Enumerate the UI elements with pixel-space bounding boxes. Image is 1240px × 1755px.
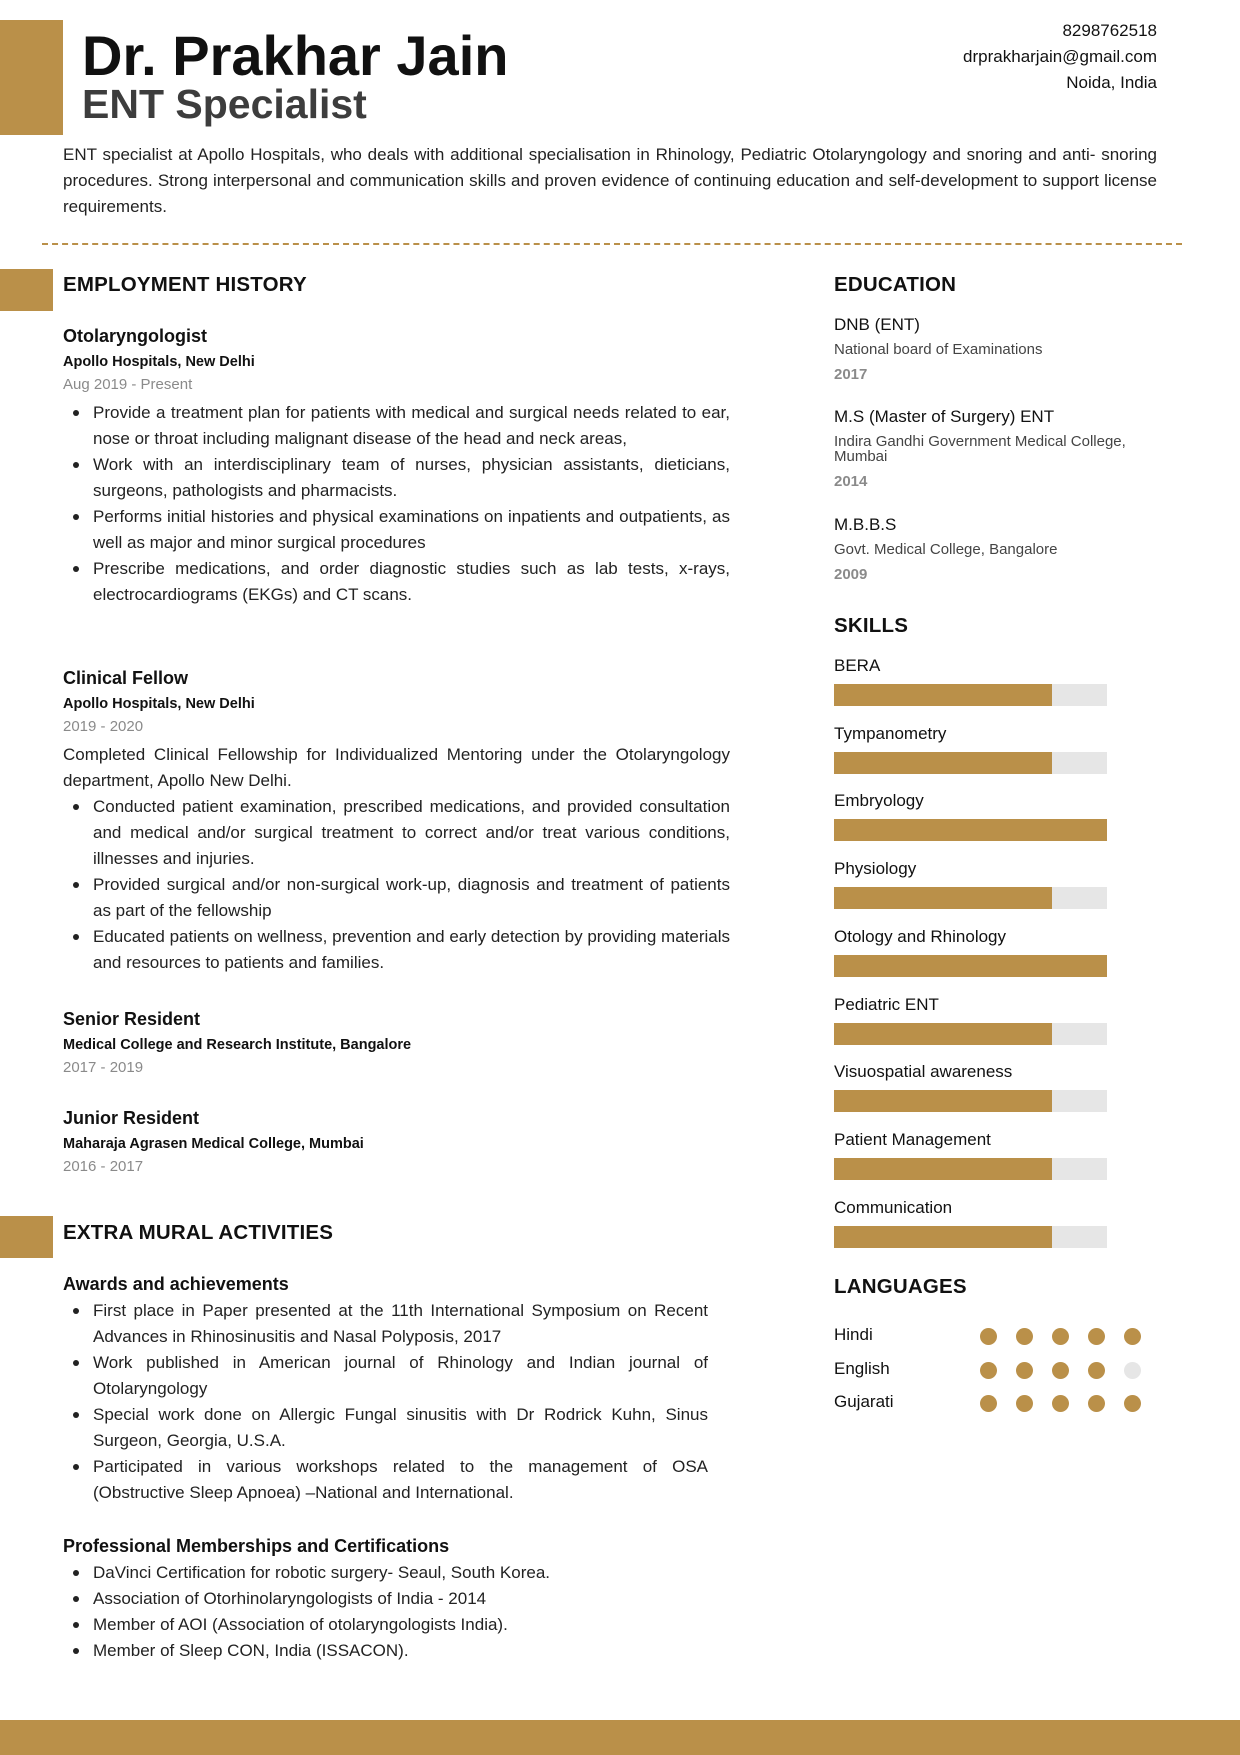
education-entry bbox=[834, 514, 1164, 585]
skill-name: Otology and Rhinology bbox=[834, 927, 1007, 946]
skill-name: Patient Management bbox=[834, 1130, 991, 1149]
list-item: Association of Otorhinolaryngologists of India - 2014 bbox=[63, 1586, 708, 1612]
job-dates: 2017 - 2019 bbox=[63, 1059, 144, 1076]
language-dot-filled bbox=[1016, 1362, 1033, 1379]
skill-bar-fill bbox=[834, 684, 1052, 706]
degree: DNB (ENT) bbox=[834, 315, 920, 334]
institution: National board of Examinations bbox=[834, 341, 1043, 358]
skill-name: Pediatric ENT bbox=[834, 995, 939, 1014]
job-entry bbox=[63, 1106, 730, 1178]
extra-heading: EXTRA MURAL ACTIVITIES bbox=[63, 1221, 334, 1244]
header-accent-block bbox=[0, 20, 63, 135]
skill-row bbox=[834, 1129, 1108, 1151]
skill-bar-fill bbox=[834, 1226, 1052, 1248]
skill-row bbox=[834, 858, 1108, 880]
language-dot-filled bbox=[1088, 1362, 1105, 1379]
language-name: Hindi bbox=[834, 1325, 873, 1344]
graduation-year: 2009 bbox=[834, 566, 868, 583]
list-item: Participated in various workshops related to the management of OSA (Obstructive Sleep Apnoea) –National and International. bbox=[63, 1454, 708, 1506]
job-title: Senior Resident bbox=[63, 1009, 201, 1029]
skill-name: Visuospatial awareness bbox=[834, 1062, 1013, 1081]
list-item: Provide a treatment plan for patients with medical and surgical needs related to ear, nose or throat including malignant disease of the head and neck areas, bbox=[63, 400, 730, 452]
skill-row bbox=[834, 994, 1108, 1016]
skill-bar bbox=[834, 1023, 1107, 1045]
language-dot-filled bbox=[1088, 1328, 1105, 1345]
job-organization: Medical College and Research Institute, Bangalore bbox=[63, 1037, 412, 1053]
graduation-year: 2014 bbox=[834, 473, 868, 490]
skill-bar bbox=[834, 887, 1107, 909]
job-organization: Apollo Hospitals, New Delhi bbox=[63, 696, 255, 712]
degree: M.B.B.S bbox=[834, 515, 897, 534]
skill-bar-fill bbox=[834, 1023, 1052, 1045]
activity-bullets bbox=[63, 1560, 708, 1664]
skill-bar bbox=[834, 1226, 1107, 1248]
skill-name: Embryology bbox=[834, 791, 924, 810]
job-dates: 2016 - 2017 bbox=[63, 1158, 144, 1175]
skill-name: Physiology bbox=[834, 859, 917, 878]
dashed-divider bbox=[42, 243, 1182, 245]
job-bullets bbox=[63, 794, 730, 976]
skill-name: BERA bbox=[834, 656, 881, 675]
skill-bar bbox=[834, 819, 1107, 841]
skill-bar-fill bbox=[834, 955, 1107, 977]
list-item: First place in Paper presented at the 11th International Symposium on Recent Advances in Rhinosinusitis and Nasal Polyposis, 2017 bbox=[63, 1298, 708, 1350]
skill-row bbox=[834, 723, 1108, 745]
list-item: Work with an interdisciplinary team of nurses, physician assistants, dieticians, surgeons, pathologists and pharmacists. bbox=[63, 452, 730, 504]
phone: 8298762518 bbox=[1062, 21, 1157, 40]
skill-bar-fill bbox=[834, 752, 1052, 774]
job-entry bbox=[63, 666, 730, 976]
language-dot-filled bbox=[1052, 1395, 1069, 1412]
skill-bar bbox=[834, 684, 1107, 706]
language-dot-filled bbox=[1052, 1362, 1069, 1379]
graduation-year: 2017 bbox=[834, 366, 868, 383]
job-title: Otolaryngologist bbox=[63, 326, 207, 346]
job-entry bbox=[63, 324, 730, 608]
languages-heading: LANGUAGES bbox=[834, 1275, 967, 1298]
skill-name: Communication bbox=[834, 1198, 953, 1217]
activity-title: Awards and achievements bbox=[63, 1274, 289, 1294]
skill-row bbox=[834, 1061, 1108, 1083]
skill-row bbox=[834, 926, 1108, 948]
job-organization: Maharaja Agrasen Medical College, Mumbai bbox=[63, 1136, 364, 1152]
email: drprakharjain@gmail.com bbox=[963, 47, 1157, 66]
list-item: Member of Sleep CON, India (ISSACON). bbox=[63, 1638, 708, 1664]
job-description: Completed Clinical Fellowship for Individualized Mentoring under the Otolaryngology department, Apollo New Delhi. bbox=[63, 745, 730, 790]
contact-block bbox=[963, 18, 1157, 96]
language-name: Gujarati bbox=[834, 1392, 894, 1411]
activity-title: Professional Memberships and Certifications bbox=[63, 1536, 450, 1556]
language-dot-filled bbox=[980, 1328, 997, 1345]
job-bullets bbox=[63, 400, 730, 608]
list-item: Provided surgical and/or non-surgical work-up, diagnosis and treatment of patients as part of the fellowship bbox=[63, 872, 730, 924]
language-dot-filled bbox=[980, 1362, 997, 1379]
job-dates: Aug 2019 - Present bbox=[63, 376, 193, 393]
language-row bbox=[834, 1358, 1154, 1382]
employment-accent-block bbox=[0, 269, 53, 311]
language-dot-filled bbox=[1052, 1328, 1069, 1345]
degree: M.S (Master of Surgery) ENT bbox=[834, 407, 1055, 426]
skill-bar-fill bbox=[834, 1090, 1052, 1112]
education-entry bbox=[834, 314, 1164, 385]
list-item: Conducted patient examination, prescribed medications, and provided consultation and medical and/or surgical treatment to correct and/or treat various conditions, illnesses and injuries. bbox=[63, 794, 730, 872]
skill-bar-fill bbox=[834, 1158, 1052, 1180]
education-heading: EDUCATION bbox=[834, 273, 957, 296]
language-dot-filled bbox=[1016, 1328, 1033, 1345]
job-title: Junior Resident bbox=[63, 1108, 200, 1128]
language-dot-filled bbox=[1016, 1395, 1033, 1412]
skill-bar-fill bbox=[834, 819, 1107, 841]
language-dot-filled bbox=[1088, 1395, 1105, 1412]
list-item: Work published in American journal of Rhinology and Indian journal of Otolaryngology bbox=[63, 1350, 708, 1402]
profile-summary: ENT specialist at Apollo Hospitals, who deals with additional specialisation in Rhinology, Pediatric Otolaryngology and snoring and anti- snoring procedures. Strong interpersonal and communication skills and proven evidence of continuing education and self-development to support license requirements. bbox=[63, 145, 1157, 216]
list-item: Special work done on Allergic Fungal sinusitis with Dr Rodrick Kuhn, Sinus Surgeon, Georgia, U.S.A. bbox=[63, 1402, 708, 1454]
list-item: Member of AOI (Association of otolaryngologists India). bbox=[63, 1612, 708, 1638]
list-item: Prescribe medications, and order diagnostic studies such as lab tests, x-rays, electrocardiograms (EKGs) and CT scans. bbox=[63, 556, 730, 608]
employment-heading: EMPLOYMENT HISTORY bbox=[63, 273, 307, 296]
activity-bullets bbox=[63, 1298, 708, 1506]
language-dot-filled bbox=[1124, 1395, 1141, 1412]
skill-bar-fill bbox=[834, 887, 1052, 909]
location: Noida, India bbox=[1066, 73, 1157, 92]
job-entry bbox=[63, 1007, 730, 1079]
list-item: Educated patients on wellness, prevention and early detection by providing materials and resources to patients and families. bbox=[63, 924, 730, 976]
education-entry bbox=[834, 406, 1164, 492]
footer-bar bbox=[0, 1720, 1240, 1755]
skill-bar bbox=[834, 1158, 1107, 1180]
skill-bar bbox=[834, 1090, 1107, 1112]
job-dates: 2019 - 2020 bbox=[63, 718, 144, 735]
activity-group bbox=[63, 1272, 708, 1506]
extra-accent-block bbox=[0, 1216, 53, 1258]
job-organization: Apollo Hospitals, New Delhi bbox=[63, 354, 255, 370]
language-dot-empty bbox=[1124, 1362, 1141, 1379]
language-name: English bbox=[834, 1359, 890, 1378]
language-row bbox=[834, 1324, 1154, 1348]
institution: Govt. Medical College, Bangalore bbox=[834, 541, 1058, 558]
skill-bar bbox=[834, 752, 1107, 774]
skill-bar bbox=[834, 955, 1107, 977]
skill-row bbox=[834, 790, 1108, 812]
candidate-name: Dr. Prakhar Jain bbox=[82, 24, 509, 87]
skill-row bbox=[834, 655, 1108, 677]
skills-heading: SKILLS bbox=[834, 614, 909, 637]
language-dot-filled bbox=[980, 1395, 997, 1412]
list-item: Performs initial histories and physical examinations on inpatients and outpatients, as well as major and minor surgical procedures bbox=[63, 504, 730, 556]
skill-name: Tympanometry bbox=[834, 724, 947, 743]
language-dot-filled bbox=[1124, 1328, 1141, 1345]
skill-row bbox=[834, 1197, 1108, 1219]
institution: Indira Gandhi Government Medical College, Mumbai bbox=[834, 433, 1126, 465]
activity-group bbox=[63, 1534, 708, 1664]
language-row bbox=[834, 1391, 1154, 1415]
candidate-title: ENT Specialist bbox=[82, 81, 367, 127]
list-item: DaVinci Certification for robotic surgery- Seaul, South Korea. bbox=[63, 1560, 708, 1586]
job-title: Clinical Fellow bbox=[63, 668, 189, 688]
